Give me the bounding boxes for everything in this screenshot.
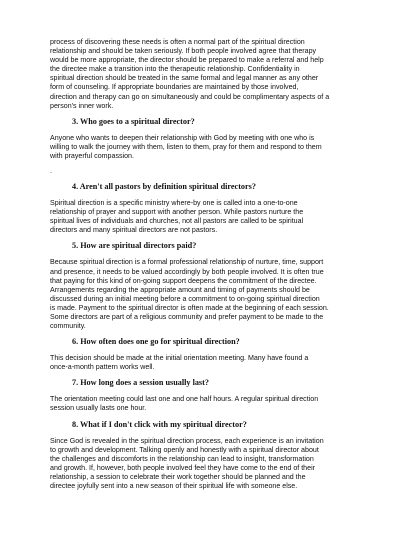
faq-answer-6: This decision should be made at the initial orientation meeting. Many have found a once-a-month pattern works well. — [50, 354, 309, 372]
faq-heading-7: 7. How long does a session usually last? — [72, 378, 209, 388]
faq-heading-5: 5. How are spiritual directors paid? — [72, 241, 197, 251]
stray-period: . — [50, 167, 52, 176]
faq-answer-8: Since God is revealed in the spiritual direction process, each experience is an invitation to growth and development. Talking openly and honestly with a spiritual director about the challenges and discomforts in the relationship can lead to insight, transformation and growth. If, however, both people involved feel they have come to the end of their relationship, a session to celebrate their work together should be planned and the directee joyfully sent into a new season of their spiritual life with someone else. — [50, 436, 324, 490]
faq-answer-7: The orientation meeting could last one and one half hours. A regular spiritual direction session usually lasts one hour. — [50, 395, 319, 413]
faq-heading-3: 3. Who goes to a spiritual director? — [72, 116, 195, 126]
intro-paragraph: process of discovering these needs is often a normal part of the spiritual direction relationship and should be taken seriously. If both people involved agree that therapy would be more appropriate, the director should be prepared to make a referral and help the directee make a transition into the therapeutic relationship. Confidentiality in spiritual direction should be treated in the same formal and legal manner as any other form of counseling. If appropriate boundaries are maintained by those involved, direction and therapy can go on simultaneously and could be complimentary aspects of a person's inner work. — [50, 38, 330, 110]
faq-answer-4: Spiritual direction is a specific ministry where-by one is called into a one-to-one relationship of prayer and support with another person. While pastors nurture the spiritual lives of individuals and churches, not all pastors are called to be spiritual directors and many spiritual directors are not pastors. — [50, 199, 304, 235]
faq-answer-3: Anyone who wants to deepen their relationship with God by meeting with one who is willing to walk the journey with them, listen to them, pray for them and respond to them with prayerful compassion. — [50, 133, 322, 160]
faq-heading-6: 6. How often does one go for spiritual direction? — [72, 337, 240, 347]
document-body — [50, 38, 388, 491]
faq-heading-4: 4. Aren't all pastors by definition spiritual directors? — [72, 182, 256, 192]
faq-heading-8: 8. What if I don't click with my spiritual director? — [72, 419, 247, 429]
faq-answer-5: Because spiritual direction is a formal professional relationship of nurture, time, support and presence, it needs to be valued accordingly by both people involved. It is often true that paying for this kind of on-going support deepens the commitment of the directee. Arrangements regarding the appropriate amount and timing of payments should be discussed during an initial meeting before a commitment to on-going spiritual direction is made. Payment to the spiritual director is often made at the beginning of each session. Some directors are part of a religious community and prefer payment to be made to the community. — [50, 258, 329, 331]
